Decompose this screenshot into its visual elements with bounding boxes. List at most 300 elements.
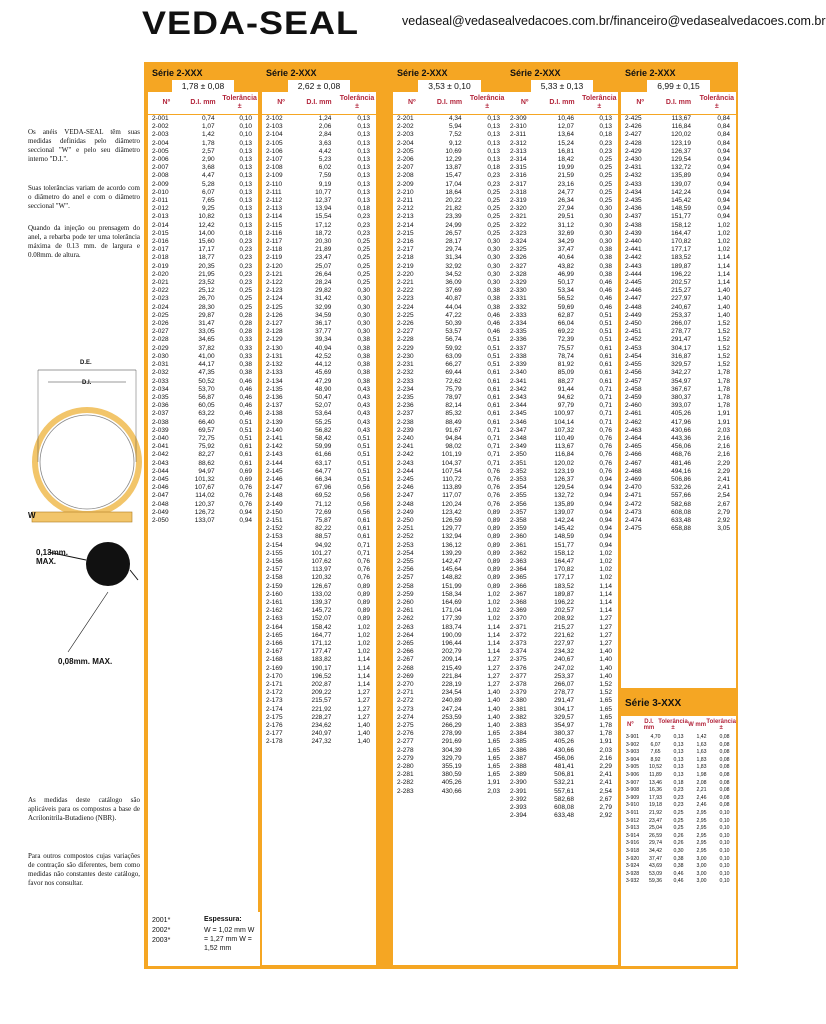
table-row [393, 410, 506, 418]
serie3-row [621, 772, 736, 780]
table-cell: 2-427 [625, 131, 642, 139]
table-cell: 221,84 [441, 672, 462, 680]
column-header-cell: D.I. mm [549, 99, 575, 106]
table-row [506, 304, 618, 312]
table-cell: 148,59 [671, 205, 691, 213]
table-cell: 2-281 [397, 771, 414, 779]
table-cell: 37,69 [445, 287, 462, 295]
table-cell: 2-161 [266, 598, 283, 606]
table-cell: 145,64 [441, 566, 462, 574]
table-cell: 196,52 [311, 672, 332, 680]
table-cell: 2-109 [266, 172, 283, 180]
table-cell: 148,82 [441, 574, 462, 582]
table-row [506, 123, 618, 131]
table-cell: 2-139 [266, 418, 283, 426]
table-cell: 142,47 [441, 557, 462, 565]
table-cell: 4,42 [318, 147, 332, 155]
table-cell: 1,02 [717, 221, 730, 229]
table-cell: 2-331 [510, 295, 527, 303]
table-row [393, 558, 506, 566]
table-cell: 3,68 [202, 164, 215, 172]
serie3-cell: 11,89 [649, 771, 662, 778]
table-row [506, 673, 618, 681]
table-cell: 2-277 [397, 738, 414, 746]
table-row [621, 197, 736, 205]
table-cell: 2-318 [510, 188, 527, 196]
table-row [262, 131, 376, 139]
table-cell: 1,40 [487, 697, 500, 705]
table-cell: 2-155 [266, 549, 283, 557]
table-cell: 139,37 [311, 598, 332, 606]
table-cell: 2-378 [510, 681, 527, 689]
table-cell: 0,30 [357, 320, 371, 328]
serie3-cell: 0,10 [719, 863, 730, 870]
table-row [393, 336, 506, 344]
table-cell: 2-111 [266, 188, 282, 196]
table-cell: 0,71 [599, 402, 612, 410]
serie3-cell: 0,08 [719, 764, 730, 771]
table-cell: 2-003 [152, 131, 169, 139]
table-row [148, 312, 258, 320]
table-cell: 304,17 [671, 344, 691, 352]
table-row [262, 271, 376, 279]
serie3-cell: 3-924 [625, 863, 640, 870]
table-cell: 0,61 [487, 385, 500, 393]
table-cell: 0,18 [357, 205, 371, 213]
table-cell: 104,14 [554, 418, 574, 426]
column-rows [393, 115, 506, 796]
table-cell: 2,29 [717, 459, 730, 467]
table-cell: 72,39 [557, 336, 574, 344]
table-row [506, 230, 618, 238]
table-cell: 2-032 [152, 369, 169, 377]
table-row [148, 295, 258, 303]
table-row [506, 501, 618, 509]
table-cell: 2-460 [625, 402, 642, 410]
table-cell: 2-246 [397, 484, 414, 492]
table-cell: 36,17 [315, 320, 332, 328]
series-column-3 [393, 66, 506, 965]
table-row [393, 427, 506, 435]
table-cell: 113,89 [442, 484, 462, 492]
table-cell: 0,46 [599, 279, 612, 287]
table-cell: 18,64 [445, 188, 462, 196]
table-cell: 2-465 [625, 443, 642, 451]
table-cell: 2-117 [266, 238, 283, 246]
table-row [506, 361, 618, 369]
table-cell: 2-449 [625, 311, 642, 319]
table-row [393, 386, 506, 394]
table-cell: 139,29 [441, 549, 462, 557]
table-row [506, 533, 618, 541]
table-cell: 1,40 [717, 295, 730, 303]
table-cell: 2-160 [266, 590, 283, 598]
table-row [621, 435, 736, 443]
table-cell: 34,59 [315, 311, 332, 319]
table-cell: 2-455 [625, 361, 642, 369]
serie3-cell: 0,08 [719, 779, 730, 786]
table-cell: 61,66 [315, 451, 332, 459]
table-cell: 0,94 [599, 541, 612, 549]
table-cell: 85,32 [445, 410, 462, 418]
table-row [262, 624, 376, 632]
table-row [262, 492, 376, 500]
serie3-cell: 3,00 [696, 870, 707, 877]
table-cell: 158,34 [441, 590, 462, 598]
table-row [262, 443, 376, 451]
table-row [506, 632, 618, 640]
table-row [262, 361, 376, 369]
table-cell: 468,76 [671, 451, 691, 459]
table-cell: 18,77 [198, 254, 215, 262]
table-cell: 532,26 [671, 484, 691, 492]
table-cell: 2-138 [266, 410, 283, 418]
table-cell: 135,89 [671, 172, 691, 180]
table-cell: 158,42 [311, 623, 332, 631]
serie3-cell: 0,46 [673, 878, 684, 885]
table-cell: 2-249 [397, 508, 414, 516]
table-cell: 2-267 [397, 656, 414, 664]
table-cell: 110,49 [554, 434, 574, 442]
table-row [262, 279, 376, 287]
table-row [262, 353, 376, 361]
table-cell: 2-379 [510, 689, 527, 697]
table-row [506, 796, 618, 804]
table-row [506, 607, 618, 615]
table-row [262, 574, 376, 582]
table-cell: 9,19 [318, 180, 332, 188]
table-cell: 1,65 [487, 738, 500, 746]
table-cell: 0,56 [357, 508, 371, 516]
table-cell: 2,29 [717, 467, 730, 475]
table-cell: 0,94 [717, 164, 730, 172]
table-cell: 0,71 [487, 443, 500, 451]
table-cell: 1,91 [717, 418, 730, 426]
table-cell: 52,07 [315, 402, 332, 410]
table-cell: 2-012 [152, 205, 169, 213]
serie3-cell: 1,63 [696, 749, 707, 756]
table-cell: 0,71 [599, 385, 612, 393]
table-row [621, 230, 736, 238]
table-cell: 253,37 [671, 311, 691, 319]
table-cell: 1,14 [599, 598, 612, 606]
table-cell: 2-241 [397, 443, 414, 451]
table-cell: 2-159 [266, 582, 283, 590]
table-cell: 1,27 [599, 640, 612, 647]
column-header-cell: Nº [408, 99, 416, 106]
table-cell: 0,76 [599, 443, 612, 451]
table-cell: 110,72 [442, 475, 462, 483]
table-cell: 2,54 [717, 492, 730, 500]
table-cell: 481,41 [554, 763, 574, 771]
table-row [393, 213, 506, 221]
table-cell: 0,43 [357, 418, 371, 426]
table-cell: 183,82 [311, 656, 332, 664]
table-cell: 177,39 [441, 615, 462, 623]
table-cell: 2-211 [397, 197, 414, 205]
table-cell: 1,52 [717, 361, 730, 369]
table-cell: 0,89 [487, 525, 500, 533]
table-cell: 0,46 [599, 303, 612, 311]
table-cell: 234,54 [441, 689, 462, 697]
table-cell: 456,06 [671, 443, 691, 451]
table-cell: 2-257 [397, 574, 414, 582]
column-header [621, 92, 736, 115]
serie3-cell: 3-902 [625, 741, 640, 748]
table-cell: 228,19 [441, 681, 462, 689]
serie3-cell: 3-932 [625, 878, 640, 885]
table-cell: 1,27 [487, 681, 500, 689]
table-cell: 2-116 [266, 229, 283, 237]
table-row [393, 164, 506, 172]
serie3-cell: 0,08 [719, 771, 730, 778]
table-row [393, 131, 506, 139]
table-cell: 0,10 [239, 115, 252, 122]
table-row [262, 156, 376, 164]
serie3-cell: 8,92 [650, 756, 661, 763]
table-cell: 2-259 [397, 590, 414, 598]
table-cell: 0,46 [239, 410, 252, 418]
table-cell: 1,52 [717, 328, 730, 336]
table-cell: 1,27 [357, 713, 371, 721]
table-cell: 2-310 [510, 123, 527, 131]
table-cell: 2-254 [397, 549, 414, 557]
table-row [393, 460, 506, 468]
oring-diagram [28, 352, 144, 672]
table-cell: 0,38 [357, 361, 371, 369]
table-cell: 2-436 [625, 205, 642, 213]
table-cell: 0,33 [239, 352, 252, 360]
table-row [621, 476, 736, 484]
table-cell: 1,65 [487, 763, 500, 771]
table-row [262, 689, 376, 697]
serie3-cell: 0,26 [673, 840, 684, 847]
table-cell: 2-102 [266, 115, 283, 122]
table-cell: 2-348 [510, 434, 527, 442]
table-cell: 190,09 [441, 631, 462, 639]
table-cell: 158,12 [671, 221, 691, 229]
table-row [393, 656, 506, 664]
table-row [506, 583, 618, 591]
table-cell: 234,32 [554, 648, 574, 656]
table-row [148, 156, 258, 164]
table-cell: 1,91 [717, 410, 730, 418]
table-row [506, 509, 618, 517]
table-cell: 506,81 [554, 771, 574, 779]
table-cell: 75,92 [198, 443, 215, 451]
serie3-cell: 2,08 [696, 779, 707, 786]
table-cell: 240,97 [311, 730, 332, 738]
table-cell: 1,27 [599, 623, 612, 631]
table-cell: 1,78 [599, 730, 612, 738]
table-row [148, 517, 258, 525]
table-cell: 329,79 [441, 754, 462, 762]
series-column-5 [621, 66, 736, 688]
table-row [393, 747, 506, 755]
table-cell: 1,40 [357, 738, 371, 746]
table-cell: 29,51 [557, 213, 574, 221]
table-cell: 2-357 [510, 508, 527, 516]
table-cell: 2-471 [625, 492, 642, 500]
table-row [262, 730, 376, 738]
table-cell: 2-456 [625, 369, 642, 377]
table-row [262, 435, 376, 443]
table-row [393, 468, 506, 476]
column-header-cell: Nº [520, 99, 529, 106]
table-cell: 2-235 [397, 393, 414, 401]
table-row [148, 189, 258, 197]
table-cell: 0,38 [599, 254, 612, 262]
table-row [506, 320, 618, 328]
table-row [148, 131, 258, 139]
table-cell: 316,87 [671, 352, 691, 360]
table-cell: 1,78 [202, 139, 215, 147]
table-cell: 0,76 [599, 467, 612, 475]
table-row [393, 287, 506, 295]
table-row [262, 304, 376, 312]
table-cell: 494,16 [671, 467, 691, 475]
column-header-cell: Tolerância ± [339, 95, 375, 110]
table-cell: 1,40 [599, 656, 612, 664]
table-cell: 151,99 [441, 582, 462, 590]
table-cell: 0,51 [357, 443, 371, 451]
table-row [262, 451, 376, 459]
table-cell: 291,69 [441, 738, 462, 746]
table-cell: 50,17 [557, 279, 574, 287]
table-cell: 2-392 [510, 795, 527, 803]
table-row [506, 148, 618, 156]
table-cell: 24,99 [445, 221, 462, 229]
table-cell: 2-383 [510, 722, 527, 730]
table-cell: 94,97 [198, 467, 215, 475]
table-cell: 164,47 [671, 229, 691, 237]
serie3-cell: 1,98 [696, 771, 707, 778]
table-cell: 2-243 [397, 459, 414, 467]
table-row [393, 230, 506, 238]
table-cell: 2,92 [599, 812, 612, 820]
table-cell: 28,17 [445, 238, 462, 246]
table-cell: 0,76 [599, 434, 612, 442]
table-row [148, 336, 258, 344]
serie3-cell: 3-905 [625, 764, 640, 771]
table-row [393, 517, 506, 525]
table-cell: 0,94 [599, 500, 612, 508]
column-title: Série 2-XXX [148, 66, 258, 80]
table-cell: 2-359 [510, 525, 527, 533]
table-cell: 2-019 [152, 262, 169, 270]
table-cell: 355,19 [441, 763, 462, 771]
table-cell: 44,12 [315, 361, 332, 369]
table-cell: 0,84 [717, 123, 730, 131]
table-cell: 2-323 [510, 229, 527, 237]
table-cell: 1,65 [487, 730, 500, 738]
table-cell: 2-350 [510, 451, 527, 459]
serie3-cell: 1,83 [696, 764, 707, 771]
table-row [506, 451, 618, 459]
table-cell: 2-105 [266, 139, 283, 147]
table-cell: 2-439 [625, 229, 642, 237]
table-cell: 37,82 [198, 344, 215, 352]
table-cell: 1,02 [599, 566, 612, 574]
table-cell: 0,10 [239, 131, 252, 139]
table-cell: 0,51 [357, 475, 371, 483]
table-cell: 0,13 [239, 180, 252, 188]
serie3-cell: 3-908 [625, 787, 640, 794]
column-spec [262, 80, 376, 92]
table-cell: 202,57 [671, 279, 691, 287]
table-row [393, 525, 506, 533]
table-cell: 2-002 [152, 123, 169, 131]
table-row [262, 648, 376, 656]
serie3-cell: 43,69 [649, 863, 662, 870]
table-row [621, 386, 736, 394]
table-cell: 142,24 [671, 188, 691, 196]
serie3-cell: 16,36 [649, 787, 662, 794]
table-row [393, 640, 506, 648]
table-cell: 2-001 [152, 115, 169, 122]
table-row [393, 394, 506, 402]
table-cell: 2-319 [510, 197, 527, 205]
table-row [148, 492, 258, 500]
serie3-cell: 0,08 [719, 741, 730, 748]
table-cell: 1,78 [599, 722, 612, 730]
table-cell: 0,25 [487, 197, 500, 205]
table-cell: 1,14 [357, 656, 371, 664]
table-cell: 1,02 [357, 623, 371, 631]
burr-width-label: 0,13mm. MAX. [36, 548, 69, 566]
table-cell: 253,59 [441, 713, 462, 721]
table-row [393, 648, 506, 656]
table-row [262, 369, 376, 377]
contact-emails[interactable]: vedaseal@vedasealvedacoes.com.br/financeiro@vedasealvedacoes.com.br [402, 14, 826, 28]
serie3-cell: 3-910 [625, 802, 640, 809]
table-row [148, 410, 258, 418]
table-cell: 2-004 [152, 139, 169, 147]
table-row [506, 763, 618, 771]
table-row [506, 238, 618, 246]
table-cell: 2-166 [266, 640, 283, 647]
table-cell: 1,14 [357, 672, 371, 680]
table-row [506, 189, 618, 197]
table-row [506, 402, 618, 410]
table-row [506, 468, 618, 476]
table-cell: 25,07 [315, 262, 332, 270]
column-header-cell: D.I. mm [306, 99, 332, 106]
table-row [148, 501, 258, 509]
table-cell: 2-390 [510, 779, 527, 787]
table-cell: 2-444 [625, 270, 642, 278]
table-cell: 354,97 [671, 377, 691, 385]
table-cell: 53,70 [198, 385, 215, 393]
serie3-cell: 3-906 [625, 771, 640, 778]
table-cell: 32,69 [557, 229, 574, 237]
table-cell: 247,32 [311, 738, 332, 746]
table-row [262, 181, 376, 189]
table-row [621, 115, 736, 123]
table-cell: 32,99 [315, 303, 332, 311]
table-cell: 0,84 [717, 139, 730, 147]
table-row [148, 484, 258, 492]
table-cell: 33,05 [198, 328, 215, 336]
table-cell: 2-428 [625, 139, 642, 147]
table-cell: 0,61 [599, 352, 612, 360]
table-cell: 2-133 [266, 369, 283, 377]
table-cell: 0,18 [599, 131, 612, 139]
table-row [262, 738, 376, 746]
table-cell: 2-430 [625, 156, 642, 164]
table-cell: 228,27 [311, 713, 332, 721]
table-row [262, 484, 376, 492]
